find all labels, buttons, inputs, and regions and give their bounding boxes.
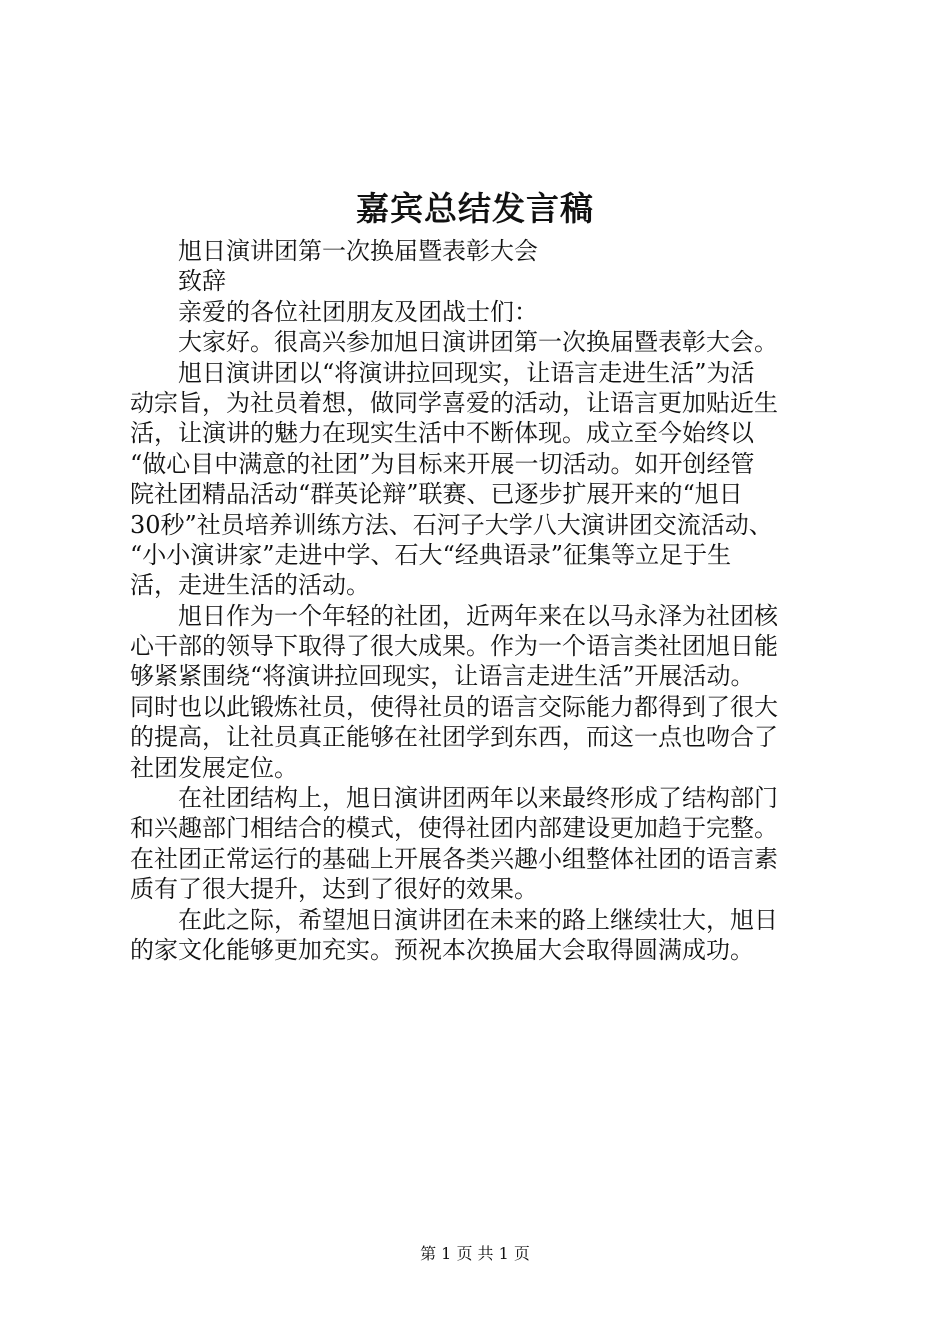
body-line: 在社团正常运行的基础上开展各类兴趣小组整体社团的语言素 — [130, 844, 778, 873]
body-line: 的提高，让社员真正能够在社团学到东西，而这一点也吻合了 — [130, 723, 778, 752]
document-body — [130, 236, 830, 965]
body-line: 致辞 — [178, 267, 226, 296]
body-line: 够紧紧围绕“将演讲拉回现实，让语言走进生活”开展活动。 — [130, 662, 755, 691]
body-line: 旭日作为一个年轻的社团，近两年来在以马永泽为社团核 — [178, 601, 778, 630]
body-line: 旭日演讲团以“将演讲拉回现实，让语言走进生活”为活 — [178, 358, 755, 387]
document-title: 嘉宾总结发言稿 — [356, 189, 594, 228]
body-line: “做心目中满意的社团”为目标来开展一切活动。如开创经管 — [130, 449, 755, 478]
body-line: 质有了很大提升，达到了很好的效果。 — [130, 875, 538, 904]
body-line: 院社团精品活动“群英论辩”联赛、已逐步扩展开来的“旭日 — [130, 480, 743, 509]
body-line: 同时也以此锻炼社员，使得社员的语言交际能力都得到了很大 — [130, 692, 778, 721]
body-line: 大家好。很高兴参加旭日演讲团第一次换届暨表彰大会。 — [178, 328, 778, 357]
body-line: 社团发展定位。 — [130, 753, 298, 782]
body-line: 活，让演讲的魅力在现实生活中不断体现。成立至今始终以 — [130, 419, 754, 448]
page-footer: 第 1 页 共 1 页 — [420, 1244, 530, 1263]
body-line: 30秒”社员培养训练方法、石河子大学八大演讲团交流活动、 — [130, 510, 773, 539]
body-line: 活，走进生活的活动。 — [130, 571, 370, 600]
body-line: 的家文化能够更加充实。预祝本次换届大会取得圆满成功。 — [130, 935, 754, 964]
body-line: 在社团结构上，旭日演讲团两年以来最终形成了结构部门 — [178, 784, 778, 813]
body-line: 旭日演讲团第一次换届暨表彰大会 — [178, 237, 538, 265]
body-line: 和兴趣部门相结合的模式，使得社团内部建设更加趋于完整。 — [130, 814, 778, 843]
body-line: “小小演讲家”走进中学、石大“经典语录”征集等立足于生 — [130, 540, 732, 569]
body-line: 心干部的领导下取得了很大成果。作为一个语言类社团旭日能 — [130, 632, 778, 661]
body-line: 动宗旨，为社员着想，做同学喜爱的活动，让语言更加贴近生 — [130, 388, 778, 417]
body-line: 亲爱的各位社团朋友及团战士们： — [178, 297, 538, 326]
body-line: 在此之际，希望旭日演讲团在未来的路上继续壮大，旭日 — [178, 905, 778, 934]
